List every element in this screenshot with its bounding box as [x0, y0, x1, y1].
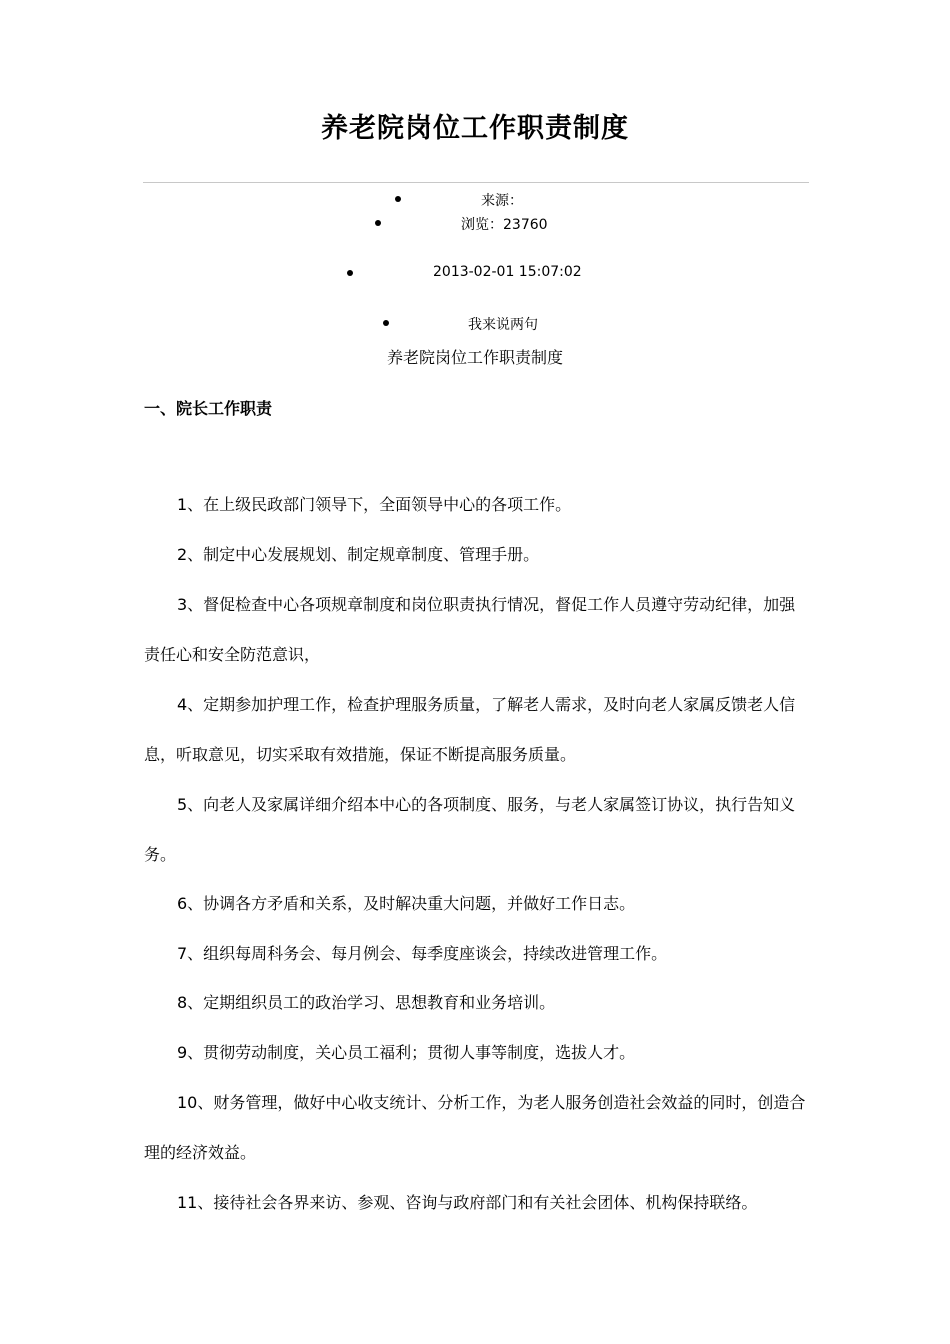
duty-item: 1、在上级民政部门领导下，全面领导中心的各项工作。: [177, 495, 572, 514]
bullet-icon: [347, 270, 353, 276]
duty-item: 4、定期参加护理工作，检查护理服务质量，了解老人需求，及时向老人家属反馈老人信息，听取意见，切实采取有效措施，保证不断提高服务质量。: [144, 695, 796, 764]
bullet-icon: [395, 196, 401, 202]
publish-datetime: 2013-02-01 15:07:02: [433, 264, 582, 280]
duty-item: 2、制定中心发展规划、制定规章制度、管理手册。: [177, 545, 540, 564]
duty-item: 7、组织每周科务会、每月例会、每季度座谈会，持续改进管理工作。: [177, 944, 668, 963]
duty-item: 3、督促检查中心各项规章制度和岗位职责执行情况，督促工作人员遵守劳动纪律，加强责任心和安全防范意识，: [144, 595, 796, 664]
duty-item: 9、贯彻劳动制度，关心员工福利；贯彻人事等制度，选拔人才。: [177, 1043, 636, 1062]
views-count: 浏览：23760: [461, 217, 548, 233]
section-heading: 一、院长工作职责: [144, 399, 273, 418]
bullet-icon: [383, 320, 389, 326]
source-label: 来源：: [481, 193, 523, 209]
document-subtitle: 养老院岗位工作职责制度: [386, 348, 563, 367]
duty-item: 6、协调各方矛盾和关系，及时解决重大问题，并做好工作日志。: [177, 894, 636, 913]
duty-item: 8、定期组织员工的政治学习、思想教育和业务培训。: [177, 993, 556, 1012]
duty-item: 11、接待社会各界来访、参观、咨询与政府部门和有关社会团体、机构保持联络。: [177, 1193, 758, 1212]
duty-item: 5、向老人及家属详细介绍本中心的各项制度、服务，与老人家属签订协议，执行告知义务。: [144, 795, 796, 864]
page-title: 养老院岗位工作职责制度: [321, 113, 629, 144]
duty-item: 10、财务管理，做好中心收支统计、分析工作，为老人服务创造社会效益的同时，创造合理的经济效益。: [144, 1093, 806, 1162]
title-divider: [143, 182, 809, 183]
bullet-icon: [375, 220, 381, 226]
comment-link[interactable]: 我来说两句: [468, 317, 538, 333]
